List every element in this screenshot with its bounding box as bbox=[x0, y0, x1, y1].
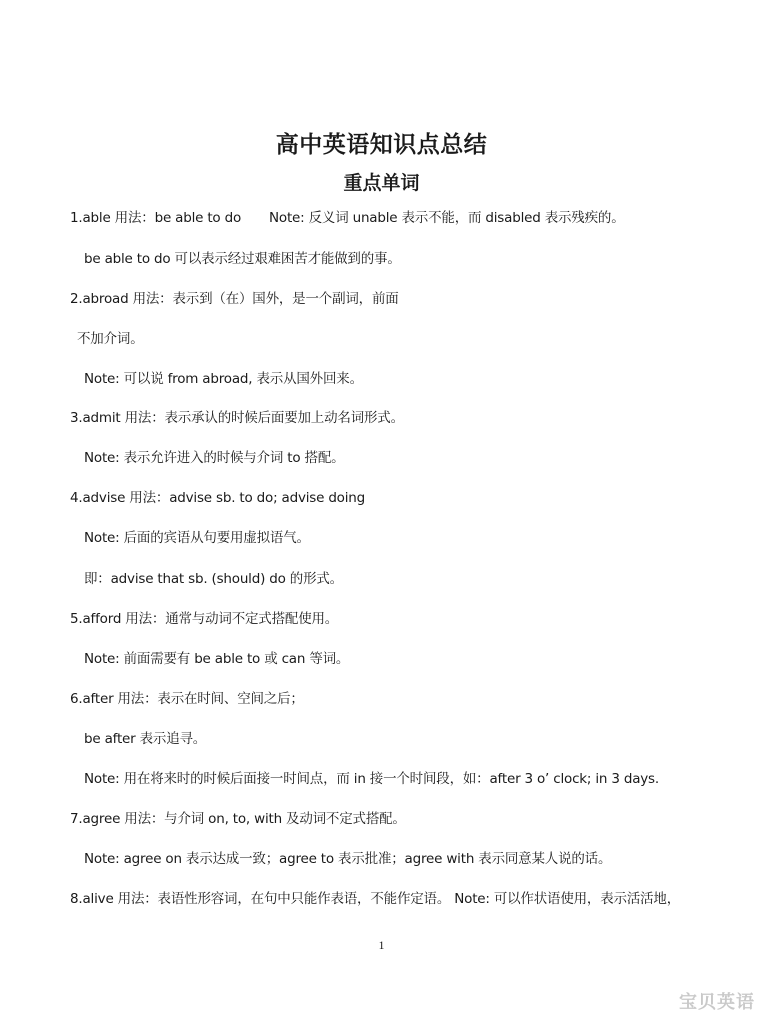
entry-heading: 1.able 用法：be able to do bbox=[70, 210, 241, 226]
entry-line: 即：advise that sb. (should) do 的形式。 bbox=[84, 571, 343, 587]
entry-note: Note: 用在将来时的时候后面接一时间点，而 in 接一个时间段，如：after 3 o’ clock; in 3 days. bbox=[84, 771, 659, 787]
page-title: 高中英语知识点总结 bbox=[275, 132, 488, 158]
entry-note: Note: agree on 表示达成一致；agree to 表示批准；agree with 表示同意某人说的话。 bbox=[84, 851, 612, 867]
section-title: 重点单词 bbox=[343, 172, 420, 194]
entry-heading: 8.alive 用法：表语性形容词，在句中只能作表语，不能作定语。 Note: 可以作状语使用，表示活活地， bbox=[70, 891, 681, 907]
entry-note: Note: 反义词 unable 表示不能，而 disabled 表示残疾的。 bbox=[269, 210, 625, 226]
entry-line: 不加介词。 bbox=[77, 331, 144, 347]
entry-line: be able to do 可以表示经过艰难困苦才能做到的事。 bbox=[84, 251, 401, 267]
entry-note: Note: 可以说 from abroad, 表示从国外回来。 bbox=[84, 371, 363, 387]
entry-heading: 6.after 用法：表示在时间、空间之后； bbox=[70, 691, 304, 707]
entry-heading: 7.agree 用法：与介词 on, to, with 及动词不定式搭配。 bbox=[70, 811, 406, 827]
entry-note: Note: 后面的宾语从句要用虚拟语气。 bbox=[84, 530, 310, 546]
page-number: 1 bbox=[378, 938, 385, 952]
entry-heading: 4.advise 用法：advise sb. to do; advise doing bbox=[70, 490, 366, 506]
entry-heading: 2.abroad 用法：表示到（在）国外，是一个副词，前面 bbox=[70, 291, 399, 307]
entry-heading: 3.admit 用法：表示承认的时候后面要加上动名词形式。 bbox=[70, 410, 404, 426]
watermark: 宝贝英语 bbox=[679, 992, 755, 1013]
entry-note: Note: 前面需要有 be able to 或 can 等词。 bbox=[84, 651, 350, 667]
entry-heading: 5.afford 用法：通常与动词不定式搭配使用。 bbox=[70, 611, 339, 627]
entry-line-1 bbox=[70, 209, 625, 227]
entry-note: Note: 表示允许进入的时候与介词 to 搭配。 bbox=[84, 450, 345, 466]
entry-line: be after 表示追寻。 bbox=[84, 731, 207, 747]
